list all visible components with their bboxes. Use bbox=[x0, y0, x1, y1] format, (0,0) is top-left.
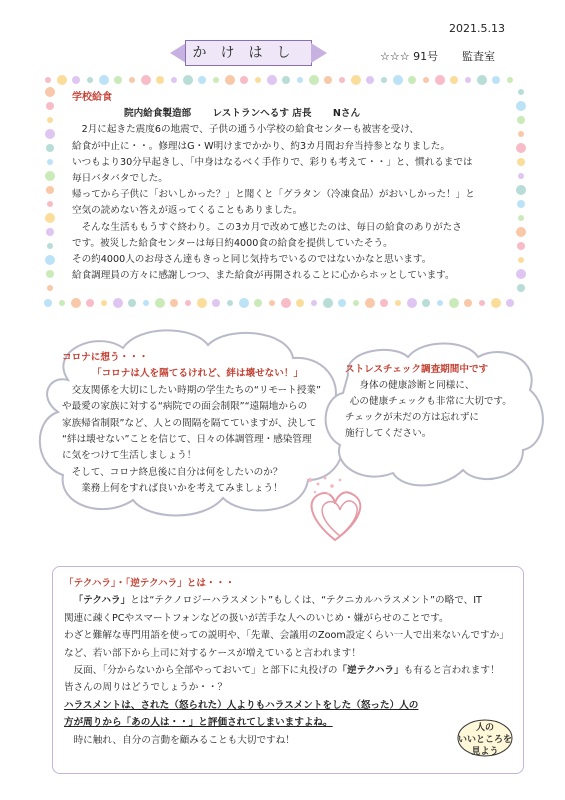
decor-dot bbox=[338, 299, 346, 307]
decor-dot bbox=[297, 77, 303, 83]
decor-dot bbox=[491, 298, 501, 308]
paragraph-line: 帰ってから子供に「おいしかった？」と聞くと「グラタン（冷凍食品）がおいしかった！」と bbox=[72, 189, 475, 201]
decor-dot bbox=[47, 117, 53, 123]
decor-dot bbox=[86, 299, 94, 307]
decor-dot bbox=[477, 75, 487, 85]
decor-dot bbox=[47, 243, 53, 249]
decor-dot bbox=[46, 102, 54, 110]
decor-dot bbox=[212, 299, 220, 307]
decor-dot bbox=[46, 144, 54, 152]
decor-dot bbox=[395, 300, 401, 306]
corona-line: 業務上何をすれば良いかを考えてみましょう！ bbox=[81, 483, 283, 495]
decor-dot bbox=[517, 284, 525, 292]
decor-dot bbox=[72, 76, 80, 84]
tech-line bbox=[64, 662, 519, 679]
decor-dot bbox=[517, 158, 525, 166]
decor-dot bbox=[45, 255, 55, 265]
decor-dot bbox=[185, 300, 191, 306]
paragraph-line: 給食が中止に・・。修理はG・W明けまでかかり、約3カ月間お弁当持参となりました。 bbox=[72, 140, 450, 152]
stress-line: 心の健康チェックも非常に大切です。 bbox=[349, 396, 512, 407]
decor-dot bbox=[423, 77, 429, 83]
decor-dot bbox=[47, 159, 53, 165]
decor-dot bbox=[351, 75, 361, 85]
decor-dot bbox=[309, 75, 319, 85]
decor-dot bbox=[45, 87, 55, 97]
decor-dot bbox=[240, 76, 248, 84]
decor-dot bbox=[407, 298, 417, 308]
badge-line: 人の bbox=[475, 723, 494, 733]
decor-dot bbox=[435, 75, 445, 85]
decor-dot bbox=[45, 213, 55, 223]
author-name: Nさん bbox=[332, 108, 361, 120]
decor-dot bbox=[365, 298, 375, 308]
decor-dot bbox=[113, 298, 123, 308]
corona-line: そして、コロナ終息後に自分は何をしたいのか？ bbox=[71, 466, 283, 478]
decor-dot bbox=[71, 298, 81, 308]
decor-dot bbox=[507, 77, 513, 83]
decor-dot bbox=[353, 300, 359, 306]
decor-dot bbox=[516, 227, 526, 237]
decor-dot bbox=[47, 285, 53, 291]
tech-line: 皆さんの周りはどうでしょうか・・？ bbox=[64, 682, 228, 694]
tech-line: 関連に疎くPCやスマートフォンなどの扱いが苦手な人へのいじめ・嫌がらせのことです。 bbox=[64, 612, 449, 624]
decor-dot bbox=[198, 76, 206, 84]
tech-line-rest: とは“テクノロジーハラスメント”もしくは、“テクニカルハラスメント”の略で、IT bbox=[130, 595, 482, 607]
stress-check-title: ストレスチェック調査期間中です bbox=[345, 364, 489, 375]
decor-dot bbox=[479, 300, 485, 306]
decor-dot bbox=[46, 228, 54, 236]
paragraph-line: その約4000人のお母さん達もきっと同じ気持ちでいるのではないかなと思います。 bbox=[72, 254, 432, 266]
decor-dot bbox=[464, 299, 472, 307]
decor-dot bbox=[239, 298, 249, 308]
badge-line: いいところを bbox=[458, 735, 513, 745]
decor-dot bbox=[59, 300, 65, 306]
decor-dot bbox=[449, 298, 459, 308]
corona-title: コロナに想う・・・ bbox=[62, 352, 149, 363]
decor-dot bbox=[128, 299, 136, 307]
tech-line: わざと難解な専門用語を使っての説明や、「先輩、会議用のZoom設定くらい一人で出来ないんですか」 bbox=[64, 630, 509, 642]
heart-icon bbox=[290, 470, 380, 560]
decor-dot bbox=[517, 116, 525, 124]
decor-dot bbox=[422, 299, 430, 307]
newsletter-title: かけはし bbox=[185, 40, 312, 66]
decor-dot bbox=[518, 215, 524, 221]
decor-dot bbox=[129, 77, 135, 83]
decor-dot bbox=[380, 299, 388, 307]
corona-line: 交友関係を大切にしたい時期の学生たちの“リモート授業” bbox=[71, 384, 321, 396]
decor-dot bbox=[282, 76, 290, 84]
tech-harassment-title: 「テクハラ」・「逆テクハラ」とは・・・ bbox=[64, 578, 235, 589]
decor-dot bbox=[197, 298, 207, 308]
tech-harassment-section bbox=[64, 575, 519, 749]
decor-dot bbox=[516, 101, 526, 111]
school-lunch-section bbox=[72, 90, 492, 284]
decor-dot bbox=[143, 300, 149, 306]
decor-dot bbox=[517, 200, 525, 208]
tech-line: 時に触れ、自分の言動を顧みることも大切ですね！ bbox=[73, 734, 295, 746]
decor-dot bbox=[156, 76, 164, 84]
decor-dot bbox=[518, 89, 524, 95]
tech-line-post: も有ると言われます！ bbox=[403, 665, 500, 677]
term-gyaku-tekuhara: 「逆テクハラ」 bbox=[337, 665, 404, 677]
decor-dot bbox=[45, 77, 51, 83]
decor-dot bbox=[516, 185, 526, 195]
decor-dot bbox=[296, 299, 304, 307]
corona-subtitle: 「コロナは人を隔てるけれど、絆は壊せない！」 bbox=[92, 368, 304, 380]
decor-dot bbox=[57, 75, 67, 85]
decor-dot bbox=[437, 300, 443, 306]
decor-dot bbox=[183, 75, 193, 85]
decor-dot bbox=[267, 75, 277, 85]
decor-dot bbox=[44, 299, 52, 307]
decor-dot bbox=[47, 201, 53, 207]
decor-dot bbox=[518, 131, 524, 137]
paragraph-line: 空気の読めない答えが返ってくることもありました。 bbox=[72, 205, 303, 217]
decor-dot bbox=[516, 269, 526, 279]
decor-dot bbox=[45, 129, 55, 139]
tech-line: など、若い部下から上司に対するケースが増えていると言われます！ bbox=[64, 647, 361, 659]
term-tekuhara: 「テクハラ」 bbox=[73, 595, 131, 607]
tech-emphasis-line: 方が周りから「あの人は・・」と評価されてしまいますよね。 bbox=[64, 717, 333, 729]
decor-dot bbox=[516, 143, 526, 153]
decor-dot bbox=[227, 300, 233, 306]
decor-dot bbox=[506, 299, 514, 307]
corona-line: に気をつけて生活しましょう！ bbox=[62, 450, 197, 462]
decor-dot bbox=[254, 299, 262, 307]
decor-dot bbox=[408, 76, 416, 84]
issue-number: ☆☆☆ 91号 bbox=[380, 50, 439, 63]
corona-line: 家族帰省制限”など、人との間隔を隔てていますが、決して bbox=[62, 417, 317, 429]
decor-dot bbox=[255, 77, 261, 83]
paragraph-line: です。被災した給食センターは毎日約4000食の給食を提供していたそう。 bbox=[72, 237, 393, 249]
decor-dot bbox=[465, 77, 471, 83]
paragraph-line: いつもより30分早起きし、「中身はなるべく手作りで、彩りも考えて・・」と、慣れるまでは bbox=[72, 156, 473, 168]
author-org: 院内給食製造部 bbox=[124, 108, 192, 120]
decor-dot bbox=[393, 75, 403, 85]
decor-dot bbox=[518, 173, 524, 179]
decor-dot bbox=[366, 76, 374, 84]
decor-dot bbox=[324, 76, 332, 84]
corona-line: “絆は壊せない”ことを信じて、日々の体調管理・感染管理 bbox=[62, 434, 312, 446]
paragraph-line: 2月に起きた震度6の地震で、子供の通う小学校の給食センターも被害を受け、 bbox=[81, 124, 420, 136]
department-name: 監査室 bbox=[462, 50, 495, 63]
decor-dot bbox=[171, 77, 177, 83]
decor-dot bbox=[281, 298, 291, 308]
tech-line-pre: 反面、「分からないから全部やっておいて」と部下に丸投げの bbox=[73, 665, 338, 677]
badge-message bbox=[458, 722, 512, 758]
decor-dot bbox=[381, 77, 387, 83]
stress-check-section bbox=[345, 362, 535, 442]
decor-dot bbox=[517, 242, 525, 250]
decor-dot bbox=[170, 299, 178, 307]
decor-dot bbox=[213, 77, 219, 83]
corona-line: や最愛の家族に対する“病院での面会制限”“遠隔地からの bbox=[62, 401, 308, 413]
paragraph-line: 給食調理員の方々に感謝しつつ、また給食が再開されることに心からホッとしています。 bbox=[72, 270, 455, 282]
decor-dot bbox=[269, 300, 275, 306]
decor-dot bbox=[323, 298, 333, 308]
decor-dot bbox=[339, 77, 345, 83]
decor-dot bbox=[518, 257, 524, 263]
decor-dot bbox=[311, 300, 317, 306]
badge-line: 見よう bbox=[471, 747, 499, 757]
stress-line: チェックが未だの方は忘れずに bbox=[345, 412, 480, 423]
decor-dot bbox=[141, 75, 151, 85]
tech-emphasis-line: ハラスメントは、された（怒られた）人よりもハラスメントをした（怒った）人の bbox=[64, 699, 419, 711]
decor-dot bbox=[87, 77, 93, 83]
tech-line bbox=[64, 592, 519, 609]
decor-dot bbox=[225, 75, 235, 85]
decor-dot bbox=[46, 186, 54, 194]
stress-line: 施行してください。 bbox=[345, 428, 432, 439]
paragraph-line: そんな生活ももうすぐ終わり。この3カ月で改めて感じたのは、毎日の給食のありがたさ bbox=[81, 221, 462, 233]
decor-dot bbox=[114, 76, 122, 84]
author-line bbox=[72, 106, 492, 122]
decor-dot bbox=[101, 300, 107, 306]
decor-dot bbox=[99, 75, 109, 85]
decor-dot bbox=[492, 76, 500, 84]
decor-dot bbox=[45, 171, 55, 181]
stress-line: 身体の健康診断と同様に、 bbox=[359, 380, 475, 391]
issue-date: 2021.5.13 bbox=[449, 22, 505, 35]
section-title: 学校給食 bbox=[72, 92, 112, 103]
paragraph-line: 毎日バタバタでした。 bbox=[72, 173, 168, 185]
decor-dot bbox=[46, 270, 54, 278]
author-role: レストランへるす 店長 bbox=[212, 108, 312, 120]
decor-dot bbox=[450, 76, 458, 84]
decor-dot bbox=[155, 298, 165, 308]
